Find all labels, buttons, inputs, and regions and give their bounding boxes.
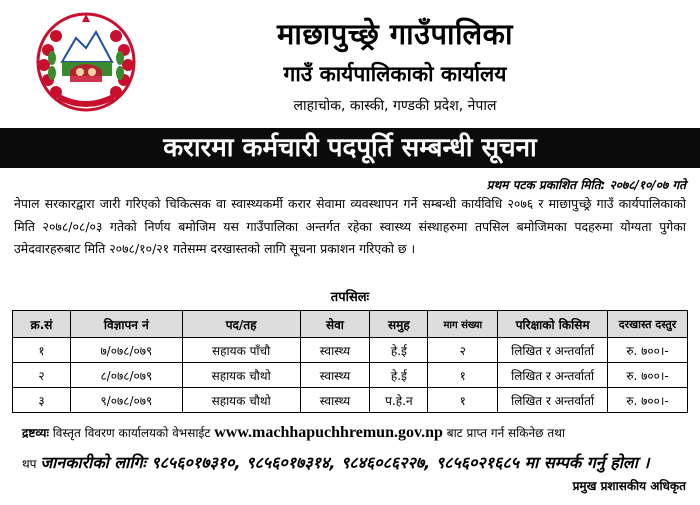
cell-ad-no: ८/०७८/०७९: [70, 363, 182, 388]
cell-demand: २: [428, 338, 498, 363]
office-address: लाहाचोक, कास्की, गण्डकी प्रदेश, नेपाल: [293, 98, 497, 114]
cell-service: स्वास्थ्य: [300, 388, 370, 413]
posts-table: [12, 310, 688, 413]
table-row: [13, 363, 688, 388]
cell-exam: लिखित र अन्तर्वार्ता: [498, 363, 608, 388]
cell-post: सहायक पाँचौ: [182, 338, 300, 363]
cell-fee: रु. ७००।-: [608, 388, 688, 413]
notice-text-before: विस्तृत विवरण कार्यालयको वेभसाईट: [52, 426, 211, 440]
cell-sn: ३: [13, 388, 71, 413]
cell-ad-no: ७/०७८/०७९: [70, 338, 182, 363]
nepal-emblem-icon: [34, 10, 138, 114]
publication-date: प्रथम पटक प्रकाशित मिति: २०७८/१०/०७ गते: [486, 178, 686, 192]
col-post: पद/तह: [182, 311, 300, 338]
cell-service: स्वास्थ्य: [300, 363, 370, 388]
contact-numbers: जानकारीको लागिः ९८५६०१७३१०, ९८५६०१७३१४, ९८४६०८६२२७, ९८५६०२१६८५ मा सम्पर्क गर्नु होला ।: [40, 453, 650, 472]
notice-label: द्रष्टव्यः: [22, 426, 49, 440]
col-service: सेवा: [300, 311, 370, 338]
cell-demand: १: [428, 388, 498, 413]
cell-sn: २: [13, 363, 71, 388]
cell-post: सहायक चौथो: [182, 363, 300, 388]
office-name: गाउँ कार्यपालिकाको कार्यालय: [283, 62, 507, 86]
signature-title: प्रमुख प्रशासकीय अधिकृत: [572, 479, 686, 493]
notice-paragraph: नेपाल सरकारद्वारा जारी गरिएको चिकित्सक वा स्वास्थ्यकर्मी करार सेवामा व्यवस्थापन गर्ने सम्बन्धी कार्यविधि २०७६ र माछापुच्छ्रे गाउँ कार्यपालिकाको मिति २०७८/०८/०३ गतेको निर्णय बमोजिम यस गाउँपालिका अन्तर्गत रहेका स्वास्थ्य संस्थाहरुमा तपसिल बमोजिमका पदहरुमा योग्यता पुगेका उमेदवारहरुबाट मिति २०७८/१०/२१ गतेसम्म दरखास्तको लागि सूचना प्रकाशन गरिएको छ ।: [14, 196, 686, 256]
col-sn: क्र.सं: [13, 311, 71, 338]
table-row: [13, 388, 688, 413]
table-caption: तपसिलः: [330, 290, 370, 305]
col-fee: दरखास्त दस्तुर: [608, 311, 688, 338]
cell-sn: १: [13, 338, 71, 363]
cell-service: स्वास्थ्य: [300, 338, 370, 363]
cell-demand: १: [428, 363, 498, 388]
col-demand: माग संख्या: [428, 311, 498, 338]
table-row: [13, 338, 688, 363]
col-ad-no: विज्ञापन नं: [70, 311, 182, 338]
website-link[interactable]: www.machhapuchhremun.gov.np: [214, 424, 443, 441]
cell-fee: रु. ७००।-: [608, 363, 688, 388]
contact-prefix: थप: [22, 457, 37, 471]
cell-ad-no: ९/०७८/०७९: [70, 388, 182, 413]
col-exam: परिक्षाको किसिम: [498, 311, 608, 338]
cell-group: प.हे.न: [370, 388, 428, 413]
notice-text-after: बाट प्राप्त गर्न सकिनेछ तथा: [446, 426, 565, 440]
contact-line: [22, 452, 692, 475]
table-header-row: [13, 311, 688, 338]
cell-exam: लिखित र अन्तर्वार्ता: [498, 338, 608, 363]
cell-fee: रु. ७००।-: [608, 338, 688, 363]
cell-group: हे.ई: [370, 363, 428, 388]
notice-banner: करारमा कर्मचारी पदपूर्ति सम्बन्धी सूचना: [0, 128, 700, 168]
cell-post: सहायक चौथो: [182, 388, 300, 413]
org-title: माछापुच्छ्रे गाउँपालिका: [277, 17, 513, 51]
cell-exam: लिखित र अन्तर्वार्ता: [498, 388, 608, 413]
col-group: समुह: [370, 311, 428, 338]
cell-group: हे.ई: [370, 338, 428, 363]
notice-line: [22, 424, 684, 442]
